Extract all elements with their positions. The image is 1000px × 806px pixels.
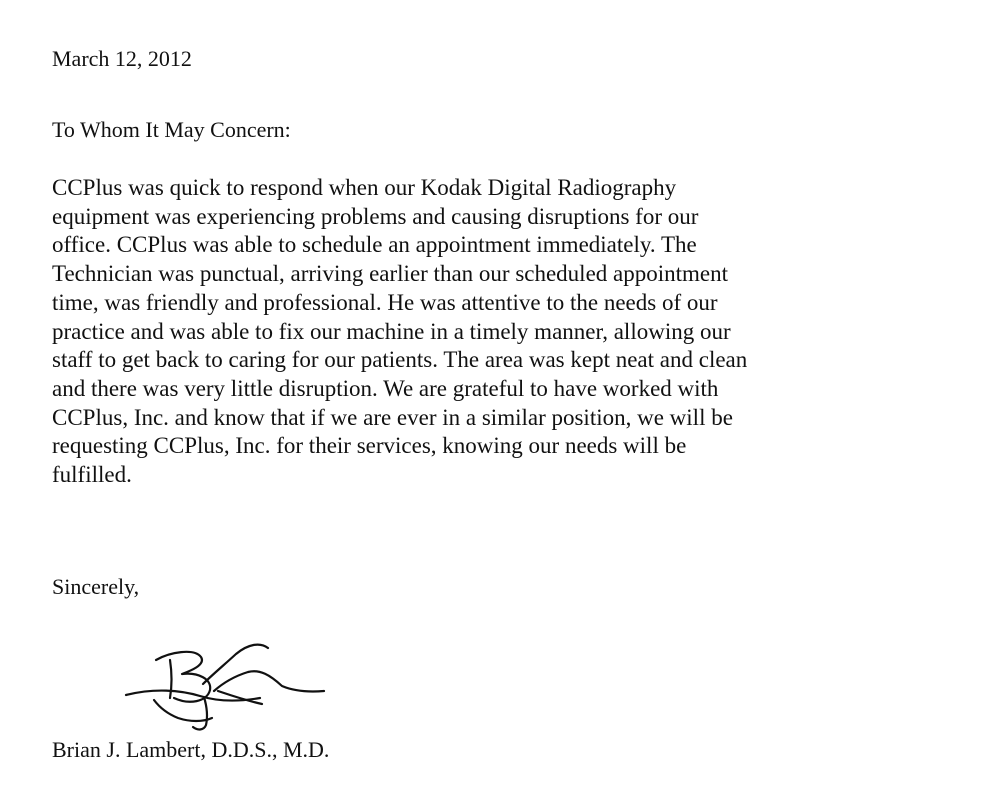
body-line: CCPlus was quick to respond when our Kodak Digital Radiography <box>52 175 677 200</box>
salutation: To Whom It May Concern: <box>52 117 291 142</box>
body-line: requesting CCPlus, Inc. for their services, knowing our needs will be <box>52 433 687 459</box>
handwritten-signature <box>112 634 342 734</box>
signer-name: Brian J. Lambert, D.D.S., M.D. <box>52 737 330 762</box>
body-line: and there was very little disruption. We are grateful to have worked with <box>52 375 719 401</box>
letter-body <box>52 174 952 490</box>
closing: Sincerely, <box>52 574 140 599</box>
letter-date: March 12, 2012 <box>52 46 192 71</box>
body-line: office. CCPlus was able to schedule an appointment immediately. The <box>52 232 697 258</box>
body-line: time, was friendly and professional. He was attentive to the needs of our <box>52 289 718 315</box>
body-line: fulfilled. <box>52 462 132 488</box>
body-line: practice and was able to fix our machine in a timely manner, allowing our <box>52 318 731 344</box>
body-line: CCPlus, Inc. and know that if we are ever in a similar position, we will be <box>52 404 733 430</box>
body-line: equipment was experiencing problems and causing disruptions for our <box>52 203 699 229</box>
body-line: Technician was punctual, arriving earlier than our scheduled appointment <box>52 261 729 287</box>
body-line: staff to get back to caring for our patients. The area was kept neat and clean <box>52 347 748 373</box>
